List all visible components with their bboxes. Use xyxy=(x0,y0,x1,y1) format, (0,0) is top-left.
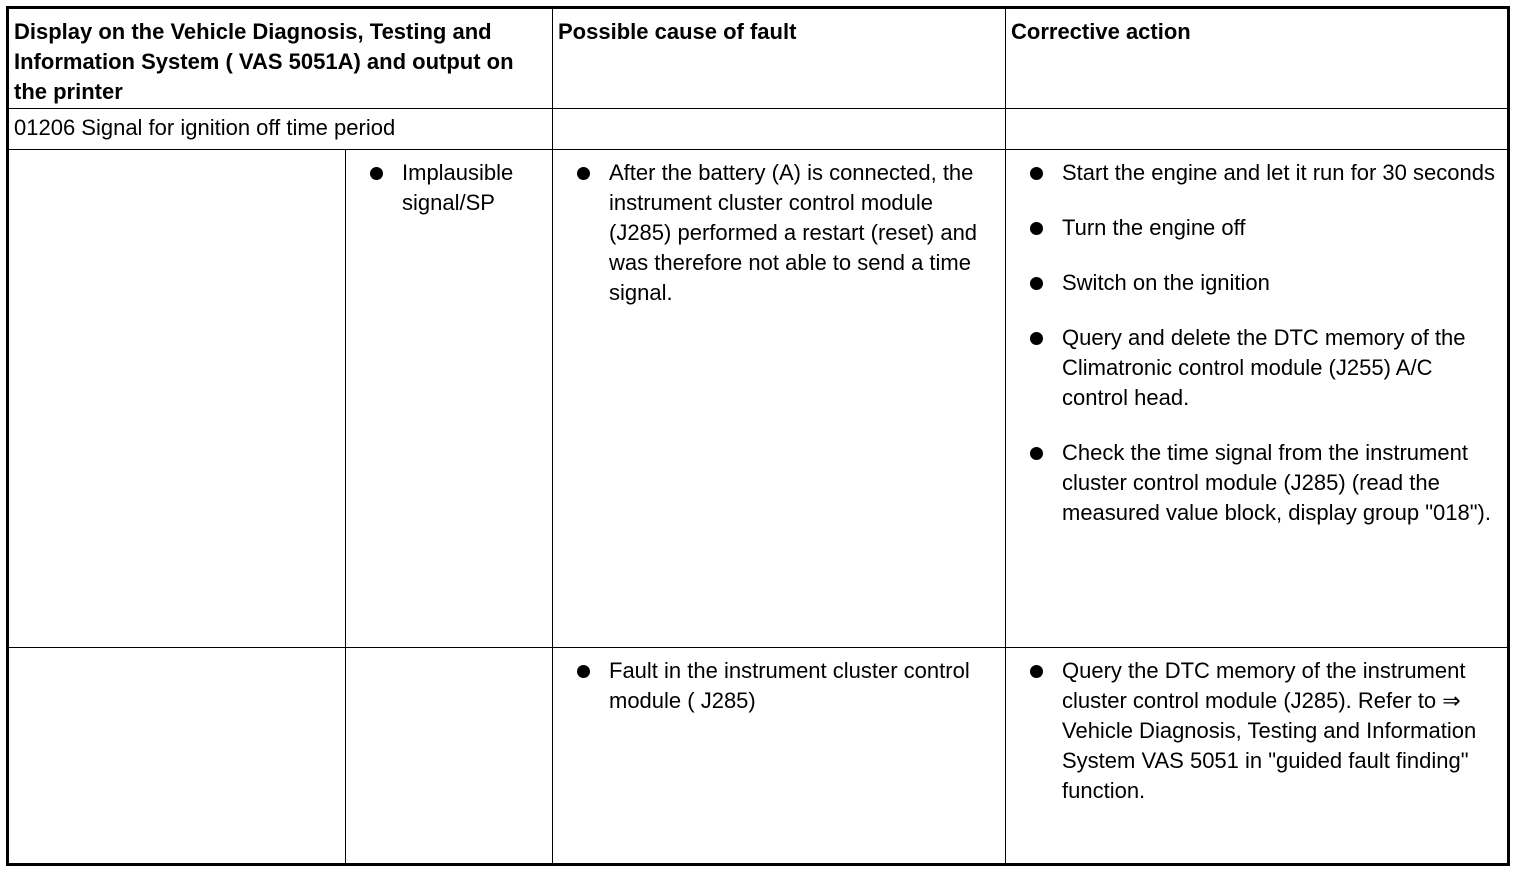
action-cell xyxy=(1006,149,1509,647)
fault-code-cause-empty xyxy=(553,109,1006,149)
bullet-icon xyxy=(1030,277,1043,290)
symptom-text: Implausible signal/SP xyxy=(402,159,514,215)
cause-text: Fault in the instrument cluster control module ( J285) xyxy=(609,657,970,713)
bullet-icon xyxy=(577,665,590,678)
empty-cell xyxy=(8,149,346,647)
table-row xyxy=(8,647,1509,864)
action-cell xyxy=(1006,647,1509,864)
action-text: Start the engine and let it run for 30 seconds xyxy=(1062,159,1495,185)
bullet-icon xyxy=(1030,167,1043,180)
action-text: Check the time signal from the instrument cluster control module (J285) (read the measured value block, display group "018"). xyxy=(1062,439,1491,525)
list-item xyxy=(553,656,995,716)
table-row xyxy=(8,149,1509,647)
fault-code-action-empty xyxy=(1006,109,1509,149)
bullet-icon xyxy=(370,167,383,180)
fault-code-row xyxy=(8,109,1509,149)
list-item xyxy=(1006,213,1497,243)
bullet-icon xyxy=(577,167,590,180)
symptom-cell xyxy=(346,149,553,647)
header-row xyxy=(8,8,1509,109)
bullet-icon xyxy=(1030,665,1043,678)
empty-cell xyxy=(8,647,346,864)
fault-code: 01206 Signal for ignition off time period xyxy=(8,109,553,149)
cause-cell xyxy=(553,647,1006,864)
list-item xyxy=(1006,268,1497,298)
list-item xyxy=(553,158,995,308)
bullet-icon xyxy=(1030,222,1043,235)
action-text: Switch on the ignition xyxy=(1062,269,1270,295)
list-item xyxy=(1006,656,1497,806)
list-item xyxy=(1006,158,1497,188)
cause-text: After the battery (A) is connected, the instrument cluster control module (J285) performed a restart (reset) and was therefore not able to send a time signal. xyxy=(609,159,978,305)
header-action: Corrective action xyxy=(1006,8,1509,109)
list-item xyxy=(1006,323,1497,413)
action-text: Query and delete the DTC memory of the Climatronic control module (J255) A/C control head. xyxy=(1062,324,1466,410)
header-display: Display on the Vehicle Diagnosis, Testing and Information System ( VAS 5051A) and output on the printer xyxy=(8,8,553,109)
action-text: Query the DTC memory of the instrument cluster control module (J285). Refer to ⇒ Vehicle Diagnosis, Testing and Information System VAS 5051 in "guided fault finding" function. xyxy=(1062,657,1477,803)
bullet-icon xyxy=(1030,332,1043,345)
fault-table xyxy=(6,6,1510,866)
bullet-icon xyxy=(1030,447,1043,460)
action-text: Turn the engine off xyxy=(1062,214,1246,240)
cause-cell xyxy=(553,149,1006,647)
list-item xyxy=(1006,438,1497,528)
header-cause: Possible cause of fault xyxy=(553,8,1006,109)
list-item xyxy=(346,158,542,218)
empty-symptom-cell xyxy=(346,647,553,864)
